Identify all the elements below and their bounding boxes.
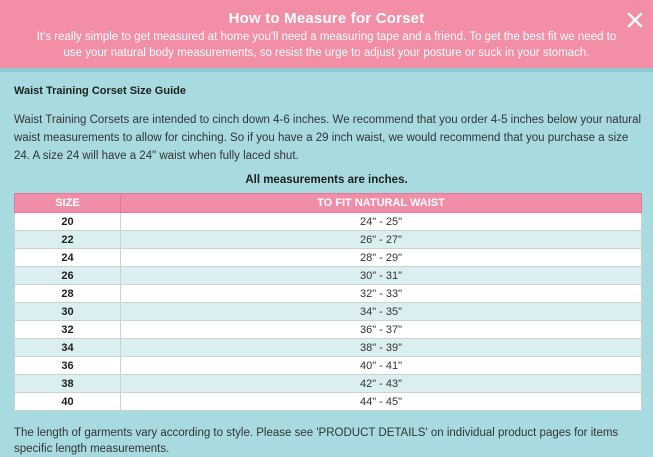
table-row — [15, 375, 642, 393]
size-guide-panel — [0, 68, 653, 457]
table-row — [15, 285, 642, 303]
table-row — [15, 393, 642, 411]
units-note: All measurements are inches. — [245, 174, 408, 186]
size-cell: 30 — [15, 303, 121, 321]
size-cell: 34 — [15, 339, 121, 357]
waist-column-header: TO FIT NATURAL WAIST — [121, 194, 642, 213]
size-cell: 22 — [15, 231, 121, 249]
size-cell: 38 — [15, 375, 121, 393]
size-table — [14, 193, 642, 411]
size-cell: 24 — [15, 249, 121, 267]
waist-cell: 26" - 27" — [121, 231, 642, 249]
size-guide-title: Waist Training Corset Size Guide — [14, 85, 186, 97]
waist-cell: 38" - 39" — [121, 339, 642, 357]
size-cell: 36 — [15, 357, 121, 375]
size-cell: 32 — [15, 321, 121, 339]
table-row — [15, 339, 642, 357]
size-cell: 26 — [15, 267, 121, 285]
close-icon[interactable] — [627, 12, 643, 28]
table-header-row — [15, 194, 642, 213]
waist-cell: 42" - 43" — [121, 375, 642, 393]
waist-cell: 28" - 29" — [121, 249, 642, 267]
table-row — [15, 321, 642, 339]
table-row — [15, 213, 642, 231]
waist-cell: 44" - 45" — [121, 393, 642, 411]
table-row — [15, 303, 642, 321]
table-row — [15, 231, 642, 249]
waist-cell: 32" - 33" — [121, 285, 642, 303]
size-cell: 40 — [15, 393, 121, 411]
waist-cell: 36" - 37" — [121, 321, 642, 339]
table-row — [15, 357, 642, 375]
table-row — [15, 249, 642, 267]
size-cell: 20 — [15, 213, 121, 231]
size-guide-description: Waist Training Corsets are intended to cinch down 4-6 inches. We recommend that you order 4-5 inches below your natural waist measurements to allow for cinching. So if you have a 29 inch waist, we would recommend that you purchase a size 24. A size 24 will have a 24" waist when fully laced shut. — [14, 114, 642, 162]
waist-cell: 40" - 41" — [121, 357, 642, 375]
banner-text: It's really simple to get measured at home you'll need a measuring tape and a friend. To get the best fit we need to use your natural body measurements, so resist the urge to adjust your posture or suck in your stomach. — [36, 31, 617, 59]
length-note: The length of garments vary according to style. Please see 'PRODUCT DETAILS' on individual product pages for items specific length measurements. — [14, 427, 619, 455]
size-cell: 28 — [15, 285, 121, 303]
waist-cell: 34" - 35" — [121, 303, 642, 321]
waist-cell: 24" - 25" — [121, 213, 642, 231]
banner-title: How to Measure for Corset — [228, 10, 425, 27]
waist-cell: 30" - 31" — [121, 267, 642, 285]
table-row — [15, 267, 642, 285]
measure-banner — [0, 0, 653, 68]
size-column-header: SIZE — [15, 194, 121, 213]
